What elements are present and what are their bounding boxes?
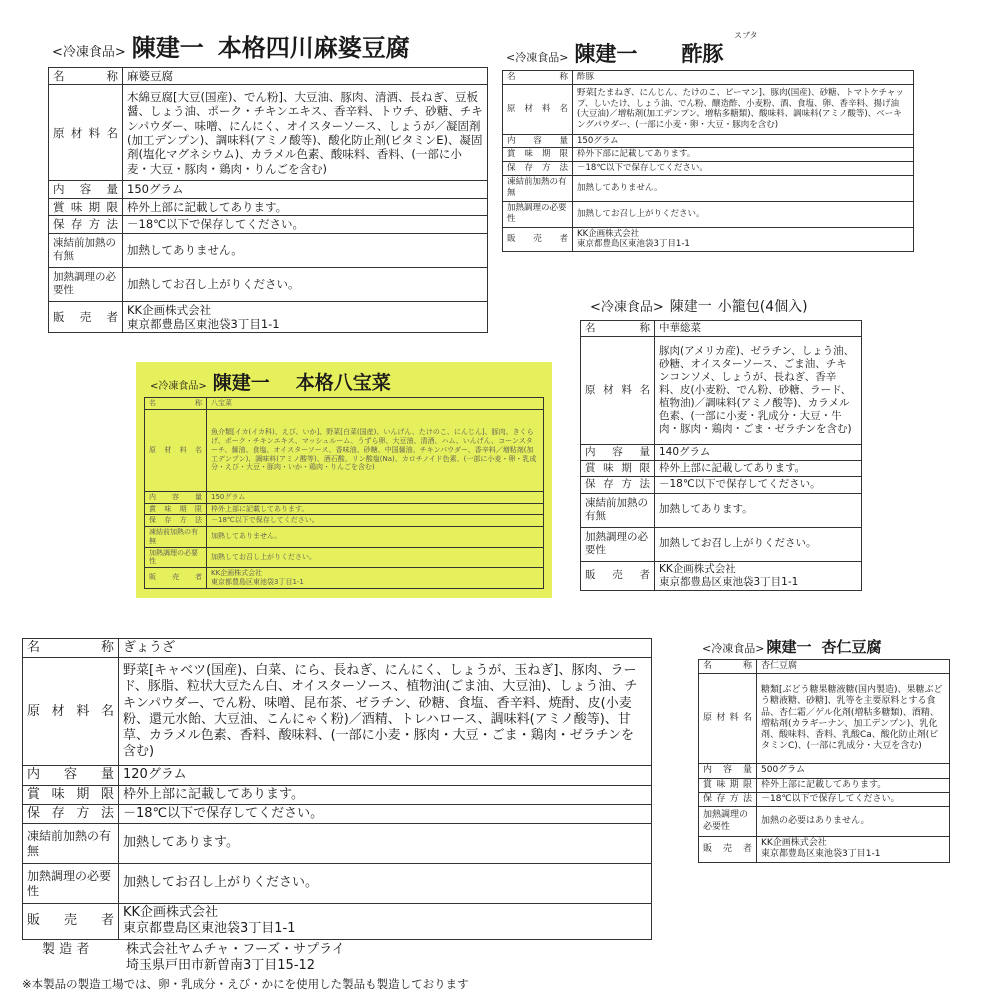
brand: 陳建一 — [131, 34, 204, 62]
label-gyoza — [22, 638, 652, 992]
category: <冷凍食品> — [702, 642, 765, 655]
table-row: 凍結前加熱の有無 加熱してありません。 — [145, 527, 544, 548]
category: <冷凍食品> — [52, 45, 126, 60]
product-name: 本格八宝菜 — [295, 372, 391, 394]
table-row: 販 売 者 KK企画株式会社 東京都豊島区東池袋3丁目1-1 — [503, 227, 914, 251]
table-row: 凍結前加熱の有無 加熱してあります。 — [581, 493, 862, 527]
label-header — [150, 368, 544, 395]
table-row: 加熱調理の必要性 加熱してお召し上がりください。 — [581, 527, 862, 561]
table-row: 原材料名 野菜[キャベツ(国産)、白菜、にら、長ねぎ、にんにく、しょうが、玉ねぎ]、豚肉、ラード、豚脂、粒状大豆たん白、オイスターソース、植物油(ごま油、大豆油)、しょう油、チキンパウダー、でん粉、味噌、昆布茶、ゼラチン、砂糖、食塩、香辛料、焼酎、皮(小麦粉、還元水飴、大豆油、こんにゃく粉)／酒精、トレハロース、調味料(アミノ酸等)、甘草、カラメル色素、香料、酸味料、(一部に小麦・豚肉・大豆・ごま・鶏肉・ゼラチンを含む) — [23, 658, 652, 766]
table-row: 加熱調理の必要性 加熱してお召し上がりください。 — [23, 864, 652, 904]
label-xiaolongbao — [580, 296, 862, 591]
table-row: 賞味期限 枠外上部に記載してあります。 — [23, 785, 652, 804]
table-row: 原材料名 野菜[たまねぎ、にんじん、たけのこ、ピーマン]、豚肉(国産)、砂糖、トマトケチャップ、しいたけ、しょう油、でん粉、醸造酢、小麦粉、酒、食塩、卵、香辛料、揚げ油(大豆油)／増粘剤(加工デンプン、増粘多糖類)、酸味料、調味料(アミノ酸等)、ベーキングパウダー、(一部に小麦・卵・大豆・豚肉を含む) — [503, 84, 914, 134]
table-row: 賞味期限 枠外上部に記載してあります。 — [699, 778, 950, 792]
manufacturer-key: 製 造 者 — [42, 941, 90, 957]
table-row: 内 容 量 150グラム — [145, 491, 544, 503]
table-row: 凍結前加熱の有無 加熱してあります。 — [23, 824, 652, 864]
product-furigana: スブタ — [734, 31, 758, 40]
table-row: 名 称 中華総菜 — [581, 321, 862, 337]
table-row: 原材料名 木綿豆腐[大豆(国産)、でん粉]、大豆油、豚肉、清酒、長ねぎ、豆板醤、しょう油、ポーク・チキンエキス、香辛料、トウチ、砂糖、チキンパウダー、味噌、にんにく、オイスターソース、しょうが／凝固剤(加工デンプン)、調味料(アミノ酸等)、酸化防止剤(ビタミンE)、凝固剤(塩化マグネシウム)、カラメル色素、酸味料、香料、(一部に小麦・大豆・豚肉・鶏肉・りんごを含む) — [49, 85, 488, 181]
table-row: 名 称 八宝菜 — [145, 398, 544, 410]
table-row: 保存方法 －18℃以下で保存してください。 — [145, 515, 544, 527]
allergen-note: ※本製品の製造工場では、卵・乳成分・えび・かにを使用した製品も製造しております — [22, 977, 469, 991]
table-row: 凍結前加熱の有無 加熱してありません。 — [503, 175, 914, 201]
table-row: 賞味期限 枠外下部に記載してあります。 — [503, 148, 914, 162]
product-name: 酢豚 — [681, 42, 724, 66]
table-row: 加熱調理の必要性 加熱してお召し上がりください。 — [503, 201, 914, 227]
table-row: 販 売 者 KK企画株式会社 東京都豊島区東池袋3丁目1-1 — [49, 301, 488, 333]
table-row: 加熱調理の必要性 加熱してお召し上がりください。 — [145, 547, 544, 568]
table-row: 名 称 ぎょうざ — [23, 639, 652, 658]
table-row: 賞味期限 枠外上部に記載してあります。 — [581, 461, 862, 477]
table-row: 凍結前加熱の有無 加熱してありません。 — [49, 233, 488, 267]
label-table — [144, 397, 544, 589]
table-row: 保存方法 －18℃以下で保存してください。 — [49, 216, 488, 233]
table-row: 販 売 者 KK企画株式会社 東京都豊島区東池袋3丁目1-1 — [581, 561, 862, 590]
table-row: 販 売 者 KK企画株式会社 東京都豊島区東池袋3丁目1-1 — [145, 568, 544, 589]
label-header — [52, 28, 488, 63]
product-name: 本格四川麻婆豆腐 — [217, 34, 410, 62]
label-header — [506, 38, 914, 68]
label-annin-tofu — [698, 636, 950, 863]
label-subuta — [502, 31, 914, 252]
table-row: 名 称 酢豚 — [503, 71, 914, 85]
brand: 陳建一 — [766, 638, 812, 656]
label-table — [22, 638, 652, 940]
label-table — [580, 320, 862, 591]
table-row: 原材料名 豚肉(アメリカ産)、ゼラチン、しょう油、砂糖、オイスターソース、ごま油、チキンコンソメ、しょうが、長ねぎ、香辛料、皮(小麦粉、でん粉、砂糖、ラード、植物油)／調味料(アミノ酸等)、カラメル色素、(一部に小麦・乳成分・大豆・牛肉・豚肉・鶏肉・ごま・ゼラチンを含む) — [581, 337, 862, 445]
brand: 陳建一 — [669, 299, 712, 315]
label-header — [702, 636, 950, 657]
table-row: 保存方法 －18℃以下で保存してください。 — [23, 804, 652, 823]
table-row: 原材料名 魚介類[イカ(イカ科)、えび、いか]、野菜[白菜(国産)、いんげん、たけのこ、にんじん]、豚肉、きくらげ、ポーク・チキンエキス、マッシュルーム、うずら卵、大豆油、清酒、ハム、いんげん、コーンスターチ、醤油、食塩、オイスターソース、香味油、砂糖、中国醤油、チキンパウダー、香辛料／増粘剤(加工デンプン)、調味料(アミノ酸等)、酒石酸、リン酸塩(Na)、カロチノイド色素、(一部に小麦・卵・乳成分・えび・大豆・豚肉・いか・鶏肉・りんごを含む) — [145, 409, 544, 491]
table-row: 賞味期限 枠外上部に記載してあります。 — [49, 198, 488, 215]
table-row: 内 容 量 150グラム — [503, 134, 914, 148]
category: <冷凍食品> — [506, 51, 569, 64]
table-row: 賞味期限 枠外上部に記載してあります。 — [145, 503, 544, 515]
table-row: 名 称 麻婆豆腐 — [49, 68, 488, 85]
table-row: 保存方法 －18℃以下で保存してください。 — [699, 792, 950, 806]
product-name: 杏仁豆腐 — [821, 638, 882, 656]
product-name: 小籠包(4個入) — [717, 299, 808, 315]
table-row: 保存方法 －18℃以下で保存してください。 — [503, 161, 914, 175]
table-row: 名 称 杏仁豆腐 — [699, 660, 950, 674]
table-row: 内 容 量 150グラム — [49, 181, 488, 198]
label-happosai — [136, 362, 552, 598]
table-row: 原材料名 糖類[ぶどう糖果糖液糖(国内製造)、果糖ぶどう糖液糖、砂糖]、乳等を主要原料とする食品、杏仁霜／ゲル化剤(増粘多糖類)、酒精、増粘剤(カラギーナン、加工デンプン)、乳化剤、酸味料、香料、乳酸Ca、酸化防止剤(ビタミンC)、(一部に乳成分・大豆を含む) — [699, 674, 950, 764]
table-row: 内 容 量 500グラム — [699, 764, 950, 778]
table-row: 販 売 者 KK企画株式会社 東京都豊島区東池袋3丁目1-1 — [699, 837, 950, 863]
label-table — [698, 659, 950, 863]
manufacturer-block — [22, 942, 652, 975]
manufacturer-value: 株式会社ヤムチャ・フーズ・サプライ 埼玉県戸田市新曽南3丁目15-12 — [126, 941, 345, 973]
label-mabo-tofu — [48, 28, 488, 333]
brand: 陳建一 — [212, 372, 270, 394]
label-table — [48, 67, 488, 333]
table-row: 保存方法 －18℃以下で保存してください。 — [581, 477, 862, 493]
brand: 陳建一 — [574, 42, 638, 66]
table-row: 内 容 量 120グラム — [23, 766, 652, 785]
label-header — [590, 296, 862, 316]
table-row: 内 容 量 140グラム — [581, 445, 862, 461]
table-row: 加熱調理の必要性 加熱の必要はありません。 — [699, 807, 950, 837]
label-table — [502, 70, 914, 252]
table-row: 加熱調理の必要性 加熱してお召し上がりください。 — [49, 267, 488, 301]
category: <冷凍食品> — [150, 381, 207, 392]
category: <冷凍食品> — [590, 300, 664, 315]
table-row: 販 売 者 KK企画株式会社 東京都豊島区東池袋3丁目1-1 — [23, 904, 652, 940]
